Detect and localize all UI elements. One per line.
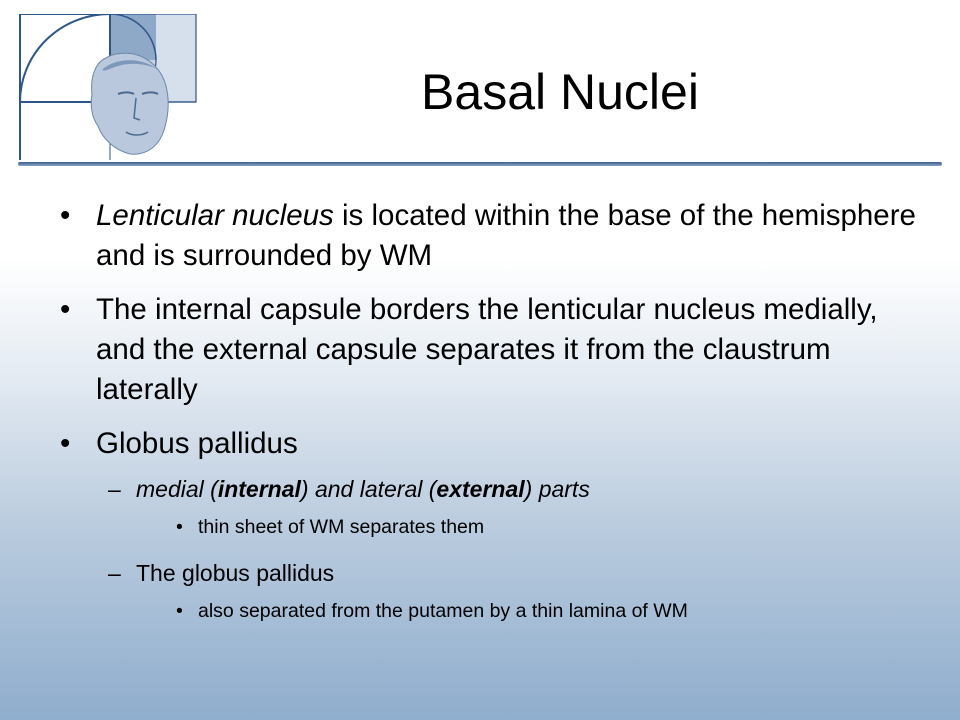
- logo-icon: [18, 14, 200, 160]
- sub-sub-bullet-item: [176, 598, 920, 624]
- bullet-item: [60, 290, 920, 410]
- sub-text-bold: internal: [217, 476, 301, 502]
- dash-glyph: –: [108, 476, 121, 502]
- sub-sub-text: also separated from the putamen by a thin lamina of WM: [198, 600, 688, 622]
- sub-text: ) and: [300, 476, 360, 502]
- slide-title: Basal Nuclei: [421, 64, 699, 120]
- bullet-glyph: •: [176, 600, 183, 622]
- title-divider: [18, 162, 942, 166]
- slide-body: [60, 196, 920, 642]
- bullet-glyph: •: [60, 427, 71, 460]
- sub-bullet-item: [84, 558, 920, 588]
- bullet-glyph: •: [60, 293, 71, 326]
- sub-bullet-item: [84, 474, 920, 504]
- bullet-text: is located within the base of the hemisphere and is surrounded by WM: [96, 199, 916, 272]
- dash-glyph: –: [108, 560, 121, 586]
- bullet-glyph: •: [176, 516, 183, 538]
- sub-text: lateral (: [359, 476, 437, 502]
- sub-text: The globus pallidus: [136, 560, 335, 586]
- sub-sub-text: thin sheet of WM separates them: [198, 516, 485, 538]
- bullet-item: [60, 424, 920, 464]
- bullet-text: Globus pallidus: [96, 427, 298, 460]
- bullet-glyph: •: [60, 199, 71, 232]
- bullet-text: The internal capsule borders the lenticular nucleus medially, and the external capsule separates it from the claustrum laterally: [96, 293, 878, 406]
- sub-text: ) parts: [524, 476, 590, 502]
- sub-text: medial (: [136, 476, 218, 502]
- sub-text-bold: external: [436, 476, 525, 502]
- bullet-emphasis: Lenticular nucleus: [96, 199, 334, 232]
- bullet-item: [60, 196, 920, 276]
- sub-sub-bullet-item: [176, 514, 920, 540]
